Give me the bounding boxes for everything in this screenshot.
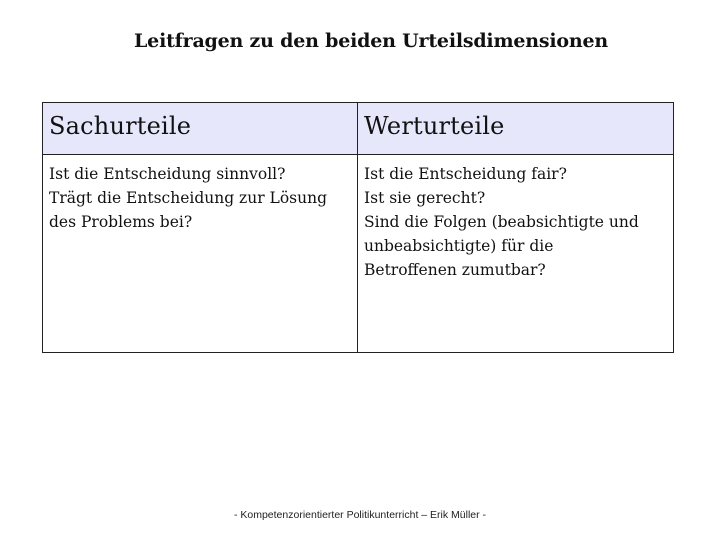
question-line: Sind die Folgen (beabsichtigte und <box>364 213 639 231</box>
footer-credit: - Kompetenzorientierter Politikunterricht – Erik Müller - <box>233 509 487 521</box>
header-werturteile: Werturteile <box>358 103 674 155</box>
question-line: unbeabsichtigte) für die <box>364 237 554 255</box>
question-line: Betroffenen zumutbar? <box>364 261 546 279</box>
question-line: Ist die Entscheidung fair? <box>364 165 567 183</box>
header-sachurteile: Sachurteile <box>43 103 358 155</box>
question-line: Ist sie gerecht? <box>364 189 486 207</box>
judgment-dimensions-table <box>42 102 674 353</box>
question-line: des Problems bei? <box>49 213 193 231</box>
question-line: Ist die Entscheidung sinnvoll? <box>49 165 286 183</box>
page-title: Leitfragen zu den beiden Urteilsdimensionen <box>134 30 608 52</box>
table-row <box>43 155 674 353</box>
werturteile-questions-cell <box>358 155 674 353</box>
table-header-row <box>43 103 674 155</box>
question-line: Trägt die Entscheidung zur Lösung <box>49 189 328 207</box>
sachurteile-questions-cell <box>43 155 358 353</box>
